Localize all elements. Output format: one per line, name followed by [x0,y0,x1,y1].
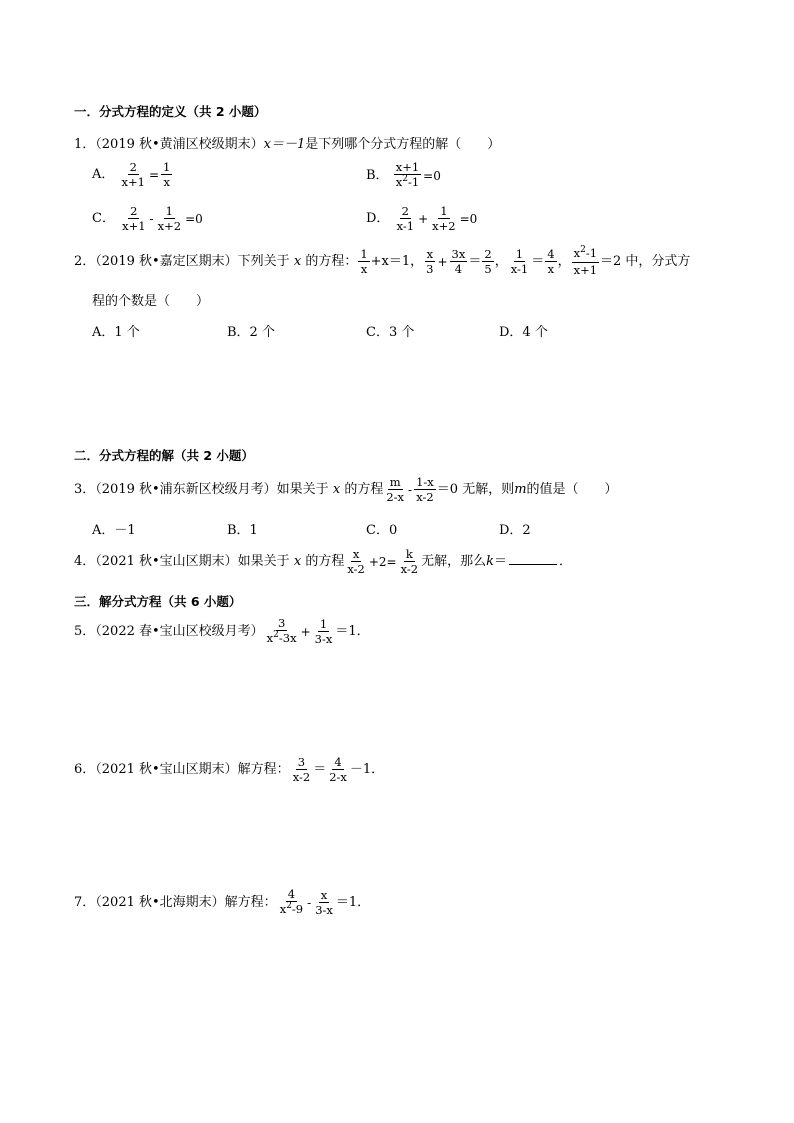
fraction [424,247,435,276]
expression-text: ， [494,254,508,269]
numerator: 1 [165,204,173,218]
denominator [278,902,305,918]
section-title-1: 一．分式方程的定义（共 2 小题） [74,104,267,119]
denominator: 3-x [315,903,333,917]
option-label: D． [366,211,390,226]
denominator: x-2 [400,562,419,576]
denominator [265,631,299,647]
question-5 [74,616,370,647]
expression-text: ＝1． [335,895,371,910]
denominator: 3 [426,262,434,276]
q2-option-b: B．2 个 [227,325,275,340]
numerator: 1 [163,160,171,174]
exponent: 2 [580,245,586,255]
fraction [120,160,147,189]
numerator: 1 [440,204,448,218]
question-source: （2019 秋•嘉定区期末） [95,254,238,269]
denominator: x [163,175,170,189]
numerator-part: -1 [585,246,598,260]
question-stem: 无解，那么 [421,554,487,569]
denominator: x-1 [396,219,415,233]
q3-option-a: A．－1 [92,523,136,538]
variable: x [293,254,302,269]
fraction [313,888,335,917]
section-title-3: 三．解分式方程（共 6 小题） [74,594,242,609]
question-number: 6． [74,762,96,777]
denominator: 3-x [314,632,333,646]
exponent: 2 [286,901,292,911]
denominator: 2-x [329,770,347,784]
answer-blank[interactable] [509,564,557,565]
operator: ＝ [468,254,482,269]
fraction [545,247,556,276]
operator: ＝ [493,554,507,569]
numerator: 1 [319,617,328,631]
numerator: 1 [360,247,368,261]
numerator: 4 [547,247,555,261]
q3-option-c: C．0 [366,523,398,538]
question-3 [74,475,618,504]
numerator: 4 [287,887,296,901]
operator: + [300,624,311,639]
fraction [161,160,172,189]
question-4 [74,547,572,576]
numerator: 2 [401,204,409,218]
operator: - [307,895,312,910]
question-number: 1． [74,137,96,152]
numerator: 3 [297,755,306,769]
exponent: 2 [402,174,408,184]
question-source: （2021 秋•宝山区期末） [95,762,238,777]
denominator-part: x [395,175,403,189]
option-label: B． [366,168,389,183]
operator: =0 [423,168,441,183]
option-d [366,204,478,233]
question-number: 4． [74,554,96,569]
denominator: 4 [454,262,463,276]
question-stem: 是下列哪个分式方程的解（ ） [305,137,501,152]
operator: = [148,167,160,182]
question-source: （2021 秋•宝山区期末） [95,554,238,569]
numerator [572,246,599,263]
numerator: 2 [129,160,137,174]
q3-option-b: B．1 [227,523,258,538]
denominator-part: -9 [291,902,304,916]
option-label: A． [92,167,115,182]
operator: ＝ [313,762,327,777]
fraction [278,887,305,918]
denominator: x+1 [121,175,145,189]
numerator: x [320,888,328,902]
q2-option-d: D．4 个 [499,325,548,340]
variable: x [332,482,341,497]
question-stem: 的方程 [305,554,345,569]
numerator-part: x [573,246,581,260]
fraction [394,160,421,191]
denominator: x+1 [122,219,146,233]
question-source: （2022 春•宝山区校级月考） [95,624,264,639]
numerator: x [426,247,434,261]
expression-text: ＝1． [335,624,370,639]
numerator: 2 [484,247,492,261]
operator: =0 [185,211,203,226]
denominator-part: -3x [278,631,297,645]
section-title-2: 二．分式方程的解（共 2 小题） [74,448,254,463]
fraction [265,616,299,647]
denominator-part: x [266,631,274,645]
fraction [384,475,406,504]
question-source: （2021 秋•北海期末） [95,895,225,910]
question-stem: 的值是（ ） [526,482,618,497]
q2-option-c: C．3 个 [366,325,415,340]
denominator: 5 [484,262,492,276]
fraction [509,247,531,276]
denominator: x [360,262,368,276]
fraction [414,475,436,504]
fraction [358,247,369,276]
expression-text: ， [557,254,571,269]
denominator: x-1 [510,262,529,276]
numerator: x [352,547,360,561]
question-7 [74,887,370,918]
question-number: 3． [74,482,96,497]
question-2-line-2: 程的个数是（ ） [92,294,210,309]
question-source: （2019 秋•浦东新区校级月考） [95,482,277,497]
question-number: 2． [74,254,96,269]
question-1 [74,133,500,152]
variable: x [293,554,302,569]
fraction [430,204,457,233]
operator: + [437,254,448,269]
numerator: 2 [130,204,138,218]
denominator: x-2 [416,490,434,504]
option-c [92,204,204,233]
question-stem: 的方程 [344,482,384,497]
fraction [395,204,417,233]
numerator: 3x [451,247,466,261]
q2-option-a: A．1 个 [92,325,140,340]
expression-text: －1． [349,762,385,777]
fraction [482,247,493,276]
fraction [156,204,183,233]
punctuation: ． [559,554,573,569]
operator: - [408,482,413,497]
q3-option-d: D．2 [499,523,531,538]
expression-text: ＝0 无解，则 [436,482,515,497]
operator: + [418,211,429,226]
question-2 [74,246,690,277]
denominator: x-2 [292,770,311,784]
fraction [399,547,421,576]
expression-text: ＝2 中，分式方 [600,254,691,269]
numerator: 1 [515,247,524,261]
numerator: k [405,547,413,561]
operator: - [149,211,154,226]
operator: ＝ [531,254,545,269]
question-source: （2019 秋•黄浦区校级期末） [95,137,264,152]
numerator: 1-x [416,475,434,489]
denominator [394,175,421,191]
operator: =0 [459,211,478,226]
denominator: x-2 [347,562,365,576]
fraction [450,247,468,276]
fraction [313,617,335,646]
fraction [291,755,313,784]
math-expression: x＝－1 [263,137,306,152]
variable: k [486,554,494,569]
denominator: 2-x [386,490,405,504]
fraction [345,547,367,576]
expression-text: +x＝1， [370,254,424,269]
question-stem: 下列关于 [237,254,290,269]
denominator: x+1 [573,263,598,277]
denominator-part: -1 [407,175,420,189]
fraction [327,755,349,784]
question-stem: 的方程： [305,254,358,269]
denominator: x [547,262,555,276]
fraction [120,204,147,233]
exponent: 2 [273,630,279,640]
option-a [92,160,173,189]
numerator: 4 [334,755,342,769]
numerator: m [389,475,401,489]
question-stem: 如果关于 [276,482,329,497]
denominator: x+2 [157,219,182,233]
question-6 [74,755,384,784]
question-number: 5． [74,624,96,639]
variable: m [514,482,527,497]
fraction [572,246,599,277]
question-number: 7． [74,895,96,910]
question-stem: 如果关于 [237,554,290,569]
option-label: C． [92,211,115,226]
denominator-part: x [279,902,287,916]
option-b [366,160,442,191]
numerator: 3 [277,616,286,630]
numerator: x+1 [395,160,420,174]
denominator: x+2 [432,219,456,233]
operator: +2= [368,554,397,569]
question-stem: 解方程： [237,762,290,777]
question-stem: 解方程： [224,895,277,910]
